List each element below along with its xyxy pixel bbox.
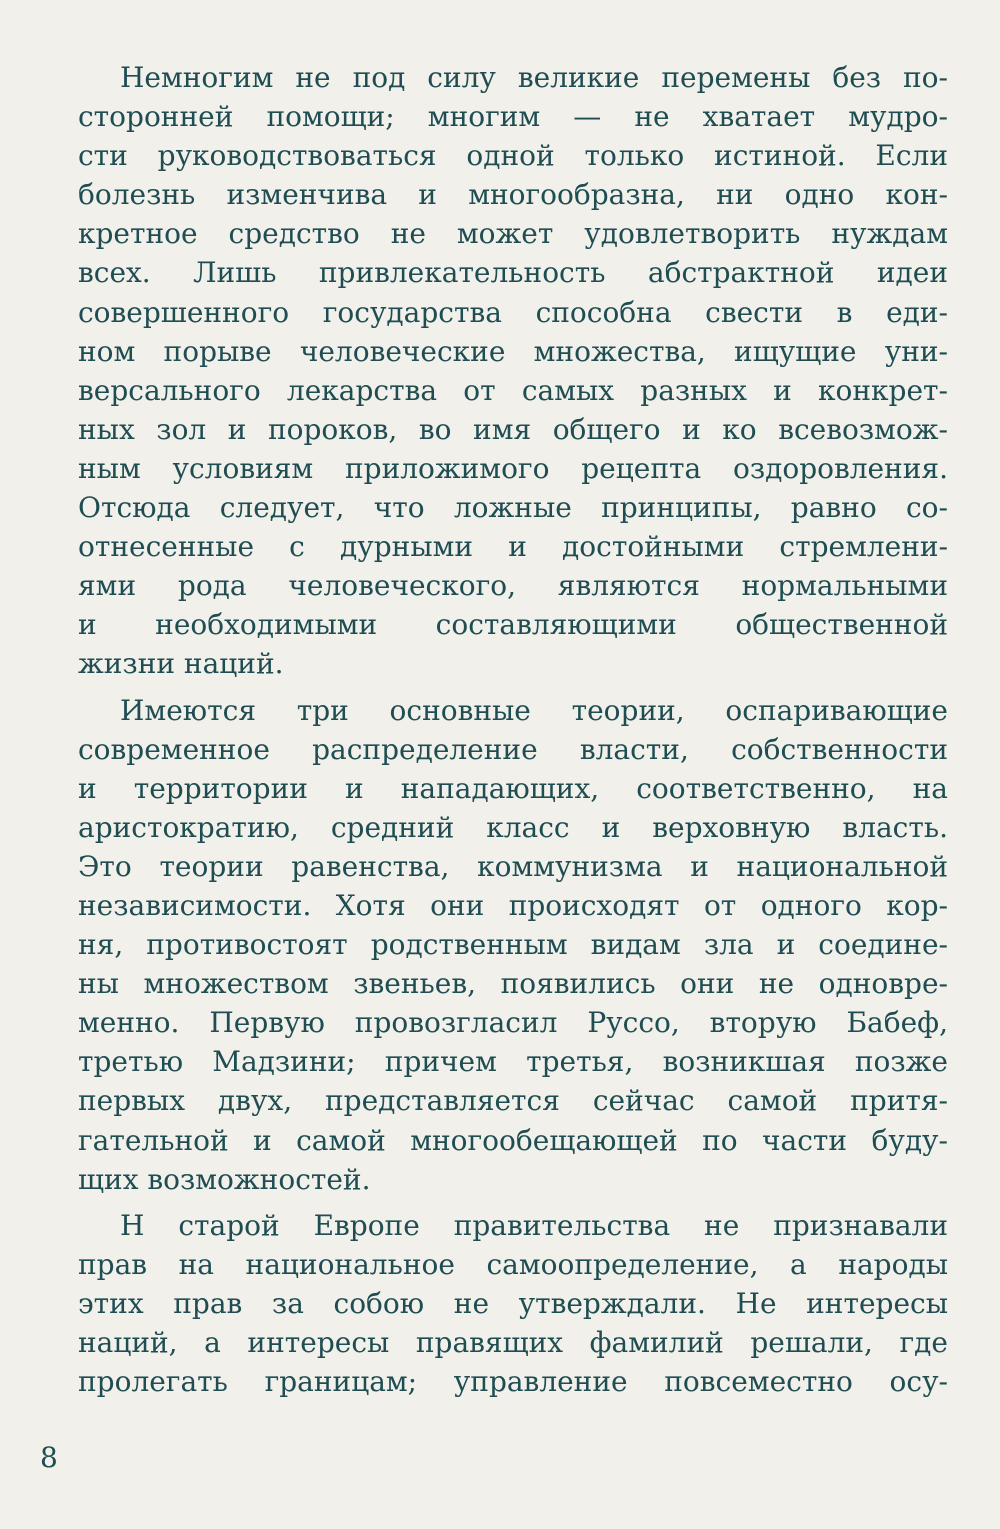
text-line: этих прав за собою не утверждали. Не интересы [78,1286,948,1320]
text-line: Это теории равенства, коммунизма и национальной [78,849,948,883]
text-line: и территории и нападающих, соответственно, на [78,771,948,805]
paragraph-3 [78,1206,948,1401]
text-line: болезнь изменчива и многообразна, ни одно кон- [78,178,948,212]
text-line: отнесенные с дурными и достойными стремлени- [78,530,948,564]
text-line: независимости. Хотя они происходят от одного кор- [78,888,948,922]
text-line: Имеются три основные теории, оспаривающие [120,693,948,727]
paragraph-1 [78,58,948,684]
text-line: менно. Первую провозгласил Руссо, вторую Бабеф, [78,1006,948,1040]
text-line: современное распределение власти, собственности [78,732,948,766]
text-line: сти руководствоваться одной только истиной. Если [78,139,948,173]
text-line: всех. Лишь привлекательность абстрактной идеи [78,256,948,290]
text-line: Немногим не под силу великие перемены без по- [120,61,948,94]
text-line: ном порыве человеческие множества, ищущие уни- [78,334,948,368]
text-line: третью Мадзини; причем третья, возникшая позже [78,1045,948,1079]
text-line: аристократию, средний класс и верховную власть. [78,810,948,844]
text-line: щих возможностей. [78,1162,371,1196]
text-line: Отсюда следует, что ложные принципы, равно со- [78,491,948,525]
text-line: ным условиям приложимого рецепта оздоровления. [78,451,948,485]
body-text [78,58,948,1408]
text-line: ных зол и пороков, во имя общего и ко всевозмож- [78,412,948,446]
text-line: ями рода человеческого, являются нормальными [78,569,948,603]
text-line: наций, а интересы правящих фамилий решали, где [78,1326,948,1359]
text-line: первых двух, представляется сейчас самой притя- [78,1084,948,1118]
paragraph-2 [78,691,948,1199]
page-number: 8 [40,1441,58,1474]
text-line: пролегать границам; управление повсеместно осу- [78,1365,948,1399]
text-line: прав на национальное самоопределение, а народы [78,1247,948,1281]
text-line: версального лекарства от самых разных и конкрет- [78,373,948,407]
text-line: совершенного государства способна свести в еди- [78,295,948,329]
text-line: Н старой Европе правительства не признавали [120,1208,948,1242]
text-line: ня, противостоят родственным видам зла и соедине- [78,928,948,962]
text-line: ны множеством звеньев, появились они не одновре- [78,967,948,1001]
text-line: и необходимыми составляющими общественной [78,608,948,642]
text-line: кретное средство не может удовлетворить нуждам [78,217,948,251]
text-line: гательной и самой многообещающей по части буду- [78,1123,948,1157]
text-line: жизни наций. [78,647,284,681]
text-line: сторонней помощи; многим — не хватает мудро- [78,100,948,134]
